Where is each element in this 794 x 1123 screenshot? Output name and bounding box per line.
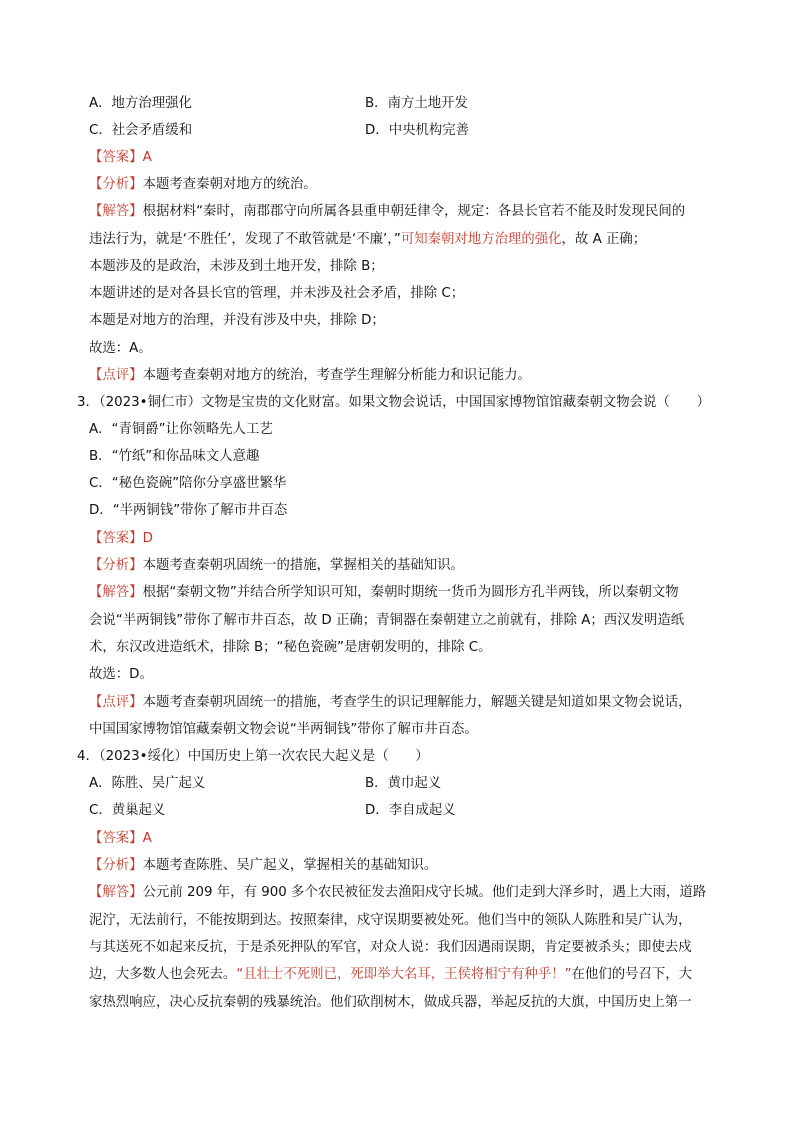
q3-comment-line1	[89, 693, 729, 713]
q3-stem: 3．（2023•铜仁市）文物是宝贵的文化财富。如果文物会说话，中国国家博物馆馆藏秦朝文物会说（ ）	[77, 395, 710, 410]
q3-answer	[89, 529, 729, 549]
q3-solution-line2: 会说“半两铜钱”带你了解市井百态，故 D 正确；青铜器在秦朝建立之前就有，排除 A；西汉发明造纸	[89, 613, 685, 628]
q2-solution-line4: 本题讲述的是对各县长官的管理，并未涉及社会矛盾，排除 C；	[89, 286, 465, 301]
q3-option-d: D．“半两铜钱”带你了解市井百态	[89, 503, 288, 518]
q2-option-b: B．南方土地开发	[365, 96, 468, 111]
q3-option-b: B．“竹纸”和你品味文人意趣	[89, 449, 260, 464]
q3-option-c: C．“秘色瓷碗”陪你分享盛世繁华	[89, 476, 287, 491]
q4-solution-line2: 泥泞，无法前行，不能按期到达。按照秦律，戍守误期要被处死。他们当中的领队人陈胜和吴广认为，	[89, 913, 692, 928]
q4-options-row1	[89, 774, 729, 794]
q2-option-c: C．社会矛盾缓和	[89, 123, 193, 138]
q4-analysis	[89, 856, 729, 876]
analysis-text: 本题考查秦朝巩固统一的措施，掌握相关的基础知识。	[142, 558, 464, 573]
analysis-tag: 【分析】	[89, 858, 143, 873]
q4-solution-line4	[89, 965, 729, 985]
q4-option-d: D．李自成起义	[365, 803, 456, 818]
solution-highlight: 可知秦朝对地方治理的强化	[400, 232, 562, 247]
q2-options-row1	[89, 94, 729, 114]
q2-solution-line6: 故选：A。	[89, 341, 152, 356]
answer-tag: 【答案】	[89, 831, 143, 846]
q2-option-a: A．地方治理强化	[89, 96, 192, 111]
q2-solution-line3: 本题涉及的是政治，未涉及到土地开发，排除 B；	[89, 259, 384, 274]
q2-solution-line1	[89, 202, 729, 222]
q4-answer	[89, 829, 729, 849]
q2-option-d: D．中央机构完善	[365, 123, 470, 138]
comment-text: 本题考查秦朝对地方的统治，考查学生理解分析能力和识记能力。	[142, 368, 531, 383]
answer-value: A	[142, 150, 152, 165]
q3-option-a: A．“青铜爵”让你领略先人工艺	[89, 422, 273, 437]
solution-tag: 【解答】	[89, 585, 143, 600]
q4-options-row2	[89, 801, 729, 821]
q4-stem: 4．（2023•绥化）中国历史上第一次农民大起义是（ ）	[77, 749, 429, 764]
q4-option-b: B．黄巾起义	[365, 776, 442, 791]
analysis-text: 本题考查秦朝对地方的统治。	[142, 177, 317, 192]
q2-solution-line2	[89, 230, 729, 250]
comment-text: 本题考查秦朝巩固统一的措施，考查学生的识记理解能力，解题关键是知道如果文物会说话，	[142, 695, 692, 710]
q3-solution-line3: 术，东汉改进造纸术，排除 B；“秘色瓷碗”是唐朝发明的，排除 C。	[89, 640, 492, 655]
q4-option-c: C．黄巢起义	[89, 803, 166, 818]
q3-solution-line4: 故选：D。	[89, 667, 153, 682]
solution-text: 根据材料“秦时，南郡郡守向所属各县重申朝廷律令，规定：各县长官若不能及时发现民间的	[142, 204, 686, 219]
q2-comment	[89, 366, 729, 386]
solution-text: ，故 A 正确；	[561, 232, 647, 247]
solution-text: 边，大多数人也会死去。	[89, 967, 237, 982]
solution-tag: 【解答】	[89, 204, 143, 219]
answer-tag: 【答案】	[89, 531, 143, 546]
q2-options-row2	[89, 121, 729, 141]
analysis-text: 本题考查陈胜、吴广起义，掌握相关的基础知识。	[142, 858, 438, 873]
analysis-tag: 【分析】	[89, 177, 143, 192]
solution-text: 根据“秦朝文物”并结合所学知识可知，秦朝时期统一货币为圆形方孔半两钱，所以秦朝文物	[142, 585, 679, 600]
comment-tag: 【点评】	[89, 695, 143, 710]
solution-highlight: “且壮士不死则已，死即举大名耳，王侯将相宁有种乎！”	[236, 967, 572, 982]
q3-comment-line2: 中国国家博物馆馆藏秦朝文物会说“半两铜钱”带你了解市井百态。	[89, 722, 478, 737]
comment-tag: 【点评】	[89, 368, 143, 383]
analysis-tag: 【分析】	[89, 558, 143, 573]
solution-tag: 【解答】	[89, 885, 143, 900]
q4-option-a: A．陈胜、吴广起义	[89, 776, 206, 791]
solution-text: 在他们的号召下，大	[571, 967, 693, 982]
q4-solution-line3: 与其送死不如起来反抗，于是杀死押队的军官，对众人说：我们因遇雨误期，肯定要被杀头；即使去戍	[89, 940, 692, 955]
answer-value: A	[142, 831, 152, 846]
q2-analysis	[89, 175, 729, 195]
q4-solution-line5: 家热烈响应，决心反抗秦朝的残暴统治。他们砍削树木，做成兵器，举起反抗的大旗，中国历史上第一	[89, 995, 692, 1010]
q4-solution-line1	[89, 883, 729, 903]
q3-analysis	[89, 556, 729, 576]
answer-value: D	[142, 531, 153, 546]
solution-text: 公元前 209 年，有 900 多个农民被征发去渔阳戍守长城。他们走到大泽乡时，遇上大雨，道路	[142, 885, 707, 900]
q3-solution-line1	[89, 583, 729, 603]
q2-answer	[89, 148, 729, 168]
answer-tag: 【答案】	[89, 150, 143, 165]
q2-solution-line5: 本题是对地方的治理，并没有涉及中央，排除 D；	[89, 313, 385, 328]
solution-text: 违法行为，就是‘不胜任’，发现了不敢管就是‘不廉’，”	[89, 232, 401, 247]
